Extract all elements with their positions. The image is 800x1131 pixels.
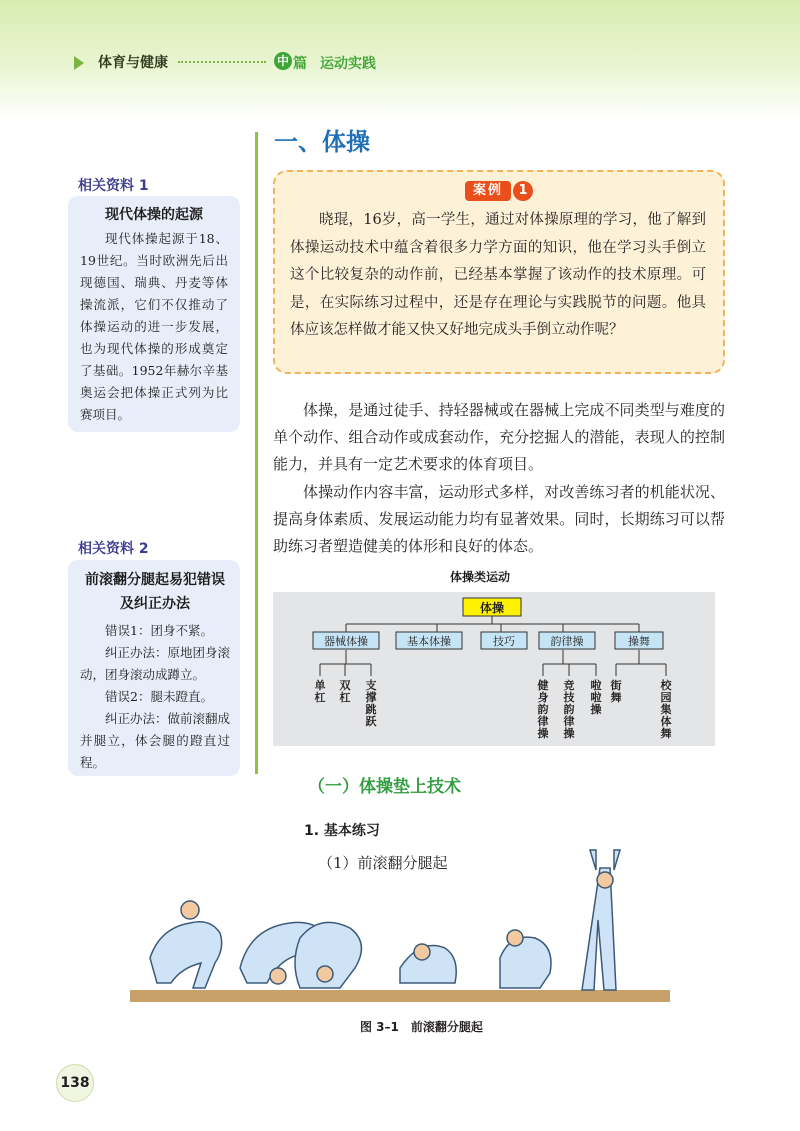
category-label: 技巧 xyxy=(493,635,515,648)
sidebar-text-1: 现代体操起源于18、19世纪。当时欧洲先后出现德国、瑞典、丹麦等体操流派，它们不仅推动了体操运动的进一步发展，也为现代体操的形成奠定了基础。1952年赫尔辛基奥运会把体操正式列为比赛项目。 xyxy=(80,231,228,422)
sidebar-line: 错误1：团身不紧。 xyxy=(105,623,213,638)
sidebar-box-2 xyxy=(68,560,240,776)
sidebar-line: 纠正办法：做前滚翻成并腿立，体会腿的蹬直过程。 xyxy=(80,711,231,770)
category-label: 韵律操 xyxy=(550,635,584,648)
leaf-label: 街舞 xyxy=(610,679,622,704)
classification-tree xyxy=(273,592,715,746)
diagram-area xyxy=(273,592,715,746)
sidebar-title-1: 现代体操的起源 xyxy=(105,207,203,223)
gymnast-figures xyxy=(150,850,620,990)
part-label: 篇 xyxy=(293,56,307,72)
exercise-title: （1）前滚翻分腿起 xyxy=(318,854,448,872)
leaf-label: 竞技韵律操 xyxy=(563,679,575,740)
figure-caption: 图 3–1 前滚翻分腿起 xyxy=(360,1020,483,1034)
leaf-label: 啦啦操 xyxy=(590,679,602,716)
sidebar-title-2: 前滚翻分腿起易犯错误及纠正办法 xyxy=(85,572,225,612)
body-paragraph-1: 体操，是通过徒手、持轻器械或在器械上完成不同类型与难度的单个动作、组合动作或成套动作，充分挖掘人的潜能，表现人的控制能力，并具有一定艺术要求的体育项目。 xyxy=(273,401,725,473)
sidebar-box-1 xyxy=(68,196,240,432)
leaf-label: 双杠 xyxy=(339,679,351,704)
play-arrow-icon xyxy=(74,56,84,70)
leaf-label: 健身韵律操 xyxy=(537,679,549,740)
sidebar-label-2: 相关资料 2 xyxy=(78,541,149,557)
sidebar-line: 错误2：腿未蹬直。 xyxy=(105,689,213,704)
sidebar-line: 纠正办法：原地团身滚动，团身滚动成蹲立。 xyxy=(80,645,231,682)
root-node-label: 体操 xyxy=(479,601,505,615)
body-paragraph-2: 体操动作内容丰富，运动形式多样，对改善练习者的机能状况、提高身体素质、发展运动能力均有显著效果。同时，长期练习可以帮助练习者塑造健美的体形和良好的体态。 xyxy=(273,483,725,555)
case-number: 1 xyxy=(513,181,533,201)
part-badge: 中 xyxy=(274,52,292,70)
leaf-label: 校园集体舞 xyxy=(660,679,672,740)
section-name: 运动实践 xyxy=(320,56,376,72)
chapter-title: 一、体操 xyxy=(274,128,370,156)
leaf-label: 支撑跳跃 xyxy=(365,679,377,728)
header-divider xyxy=(178,61,266,63)
case-text: 晓琨，16岁，高一学生，通过对体操原理的学习，他了解到体操运动技术中蕴含着很多力学方面的知识，他在学习头手倒立这个比较复杂的动作前，已经基本掌握了该动作的技术原理。可是，在实际练习过程中，还是存在理论与实践脱节的问题。他具体应该怎样做才能又快又好地完成头手倒立动作呢？ xyxy=(290,212,706,338)
subsection-title: 1. 基本练习 xyxy=(304,823,380,839)
leaf-label: 单杠 xyxy=(314,679,326,704)
forward-roll-illustration xyxy=(130,848,690,1008)
section-title: （一）体操垫上技术 xyxy=(308,777,461,797)
margin-divider xyxy=(255,132,258,774)
sidebar-label-1: 相关资料 1 xyxy=(78,178,149,194)
case-badge: 案例 xyxy=(465,181,511,201)
category-label: 器械体操 xyxy=(324,635,368,648)
diagram-title: 体操类运动 xyxy=(450,570,511,584)
category-label: 基本体操 xyxy=(407,635,451,648)
mat xyxy=(130,990,670,1002)
category-label: 操舞 xyxy=(628,635,650,648)
page-number: 138 xyxy=(56,1064,94,1102)
book-title: 体育与健康 xyxy=(98,55,168,71)
